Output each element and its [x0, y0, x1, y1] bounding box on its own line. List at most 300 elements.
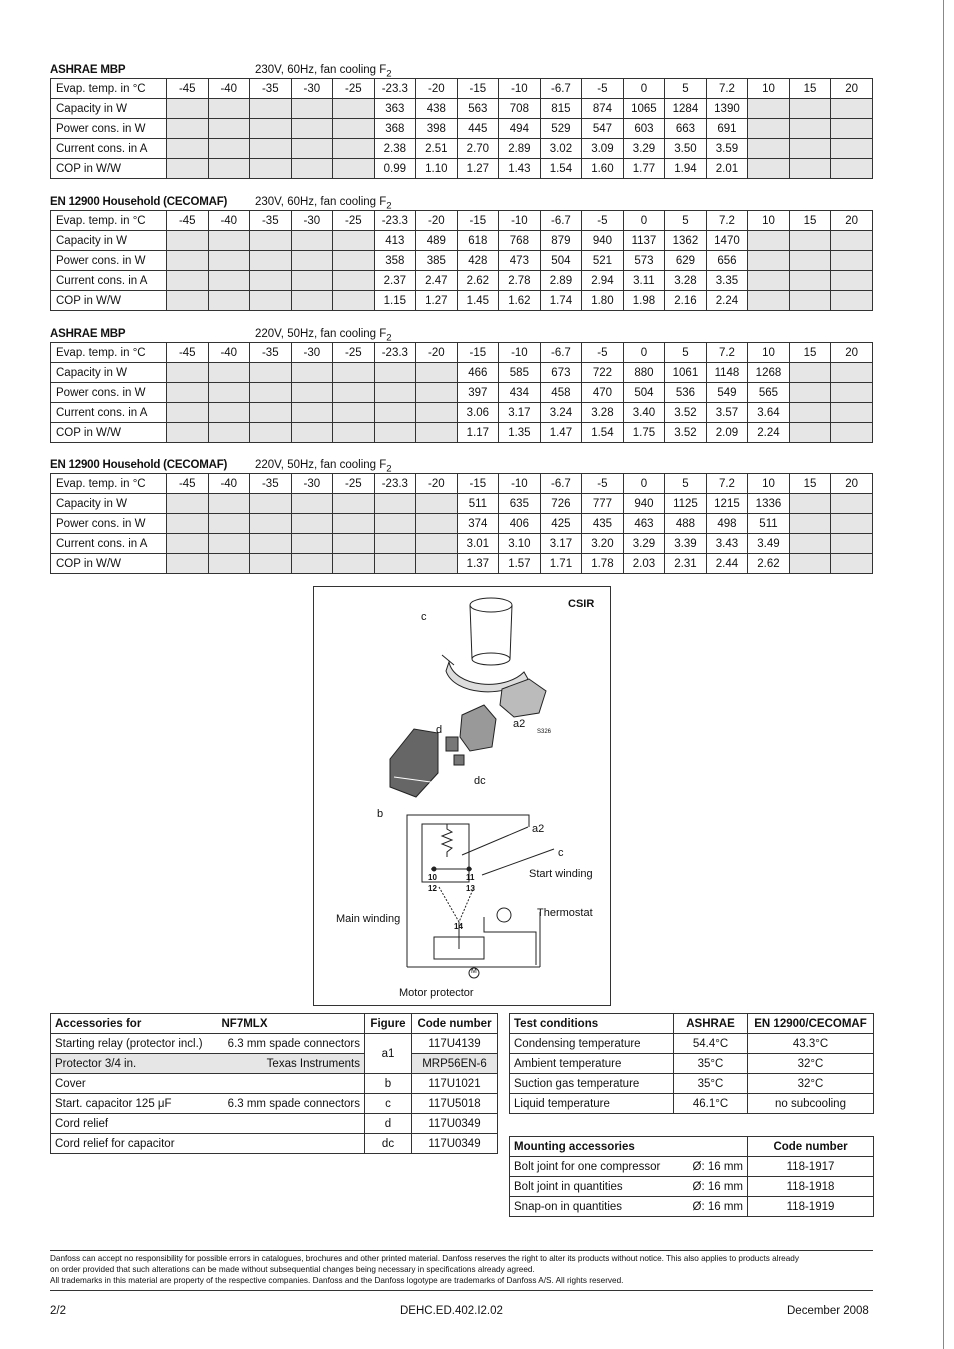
empty-cell [208, 159, 250, 179]
value-cell: 1362 [665, 231, 707, 251]
acc-figure: a1 [365, 1034, 412, 1074]
value-cell: 1061 [665, 363, 707, 383]
disclaimer [50, 1250, 873, 1286]
value-cell: 406 [499, 514, 541, 534]
empty-cell [416, 383, 458, 403]
empty-cell [167, 99, 209, 119]
perf-block-header [50, 326, 873, 342]
evap-temp-cell: -20 [416, 79, 458, 99]
evap-temp-cell: -40 [208, 474, 250, 494]
empty-cell [374, 383, 416, 403]
mount-label: Bolt joint for one compressor [510, 1157, 674, 1177]
perf-row-cop [51, 159, 873, 179]
value-cell: 398 [416, 119, 458, 139]
perf-row-evap [51, 79, 873, 99]
empty-cell [831, 534, 873, 554]
perf-row-cap [51, 99, 873, 119]
footer-doc-number: DEHC.ED.402.I2.02 [400, 1305, 503, 1317]
mount-size: Ø: 16 mm [674, 1197, 748, 1217]
acc-name: Protector 3/4 in. [51, 1054, 218, 1074]
value-cell: 1065 [623, 99, 665, 119]
footer-page: 2/2 [50, 1305, 66, 1317]
perf-row-label: Capacity in W [51, 231, 167, 251]
empty-cell [374, 554, 416, 574]
value-cell: 3.17 [540, 534, 582, 554]
label-a2: a2 [513, 718, 526, 730]
perf-row-label: Power cons. in W [51, 514, 167, 534]
perf-conditions-subscript: 2 [386, 463, 392, 475]
empty-cell [789, 383, 831, 403]
empty-cell [167, 534, 209, 554]
value-cell: 504 [540, 251, 582, 271]
value-cell: 2.70 [457, 139, 499, 159]
value-cell: 1.27 [457, 159, 499, 179]
evap-temp-cell: -35 [250, 474, 292, 494]
test-header [510, 1014, 874, 1034]
perf-row-label: Power cons. in W [51, 251, 167, 271]
empty-cell [250, 271, 292, 291]
value-cell: 879 [540, 231, 582, 251]
value-cell: 3.28 [582, 403, 624, 423]
evap-temp-cell: -23.3 [374, 343, 416, 363]
evap-temp-cell: 7.2 [706, 474, 748, 494]
value-cell: 2.44 [706, 554, 748, 574]
value-cell: 1.43 [499, 159, 541, 179]
disclaimer-line: All trademarks in this material are property of the respective companies. Danfoss and the Danfoss logotype are trademarks of Danfoss A/S. All rights reserved. [50, 1276, 624, 1285]
acc-name: Cord relief for capacitor [51, 1134, 218, 1154]
value-cell: 768 [499, 231, 541, 251]
value-cell: 1268 [748, 363, 790, 383]
empty-cell [789, 403, 831, 423]
acc-header-name: Accessories for [51, 1014, 218, 1034]
evap-temp-cell: 7.2 [706, 211, 748, 231]
perf-block-1 [50, 194, 873, 311]
empty-cell [208, 271, 250, 291]
value-cell: 1.94 [665, 159, 707, 179]
evap-temp-cell: 15 [789, 474, 831, 494]
performance-table [50, 342, 873, 443]
empty-cell [291, 139, 333, 159]
perf-row-label: COP in W/W [51, 159, 167, 179]
value-cell: 1284 [665, 99, 707, 119]
mounting-header [510, 1137, 874, 1157]
value-cell: 3.11 [623, 271, 665, 291]
acc-name: Start. capacitor 125 μF [51, 1094, 218, 1114]
empty-cell [291, 119, 333, 139]
evap-temp-cell: -5 [582, 343, 624, 363]
empty-cell [291, 514, 333, 534]
empty-cell [291, 291, 333, 311]
empty-cell [789, 423, 831, 443]
value-cell: 815 [540, 99, 582, 119]
footer-date: December 2008 [787, 1305, 869, 1317]
evap-temp-cell: -6.7 [540, 211, 582, 231]
perf-row-evap [51, 211, 873, 231]
empty-cell [831, 99, 873, 119]
empty-cell [333, 99, 375, 119]
evap-temp-cell: -25 [333, 343, 375, 363]
evap-temp-cell: -5 [582, 79, 624, 99]
empty-cell [748, 99, 790, 119]
empty-cell [250, 291, 292, 311]
perf-row-label: Current cons. in A [51, 271, 167, 291]
table-row [510, 1054, 874, 1074]
label-a2-schematic: a2 [532, 823, 545, 835]
value-cell: 673 [540, 363, 582, 383]
value-cell: 504 [623, 383, 665, 403]
value-cell: 2.38 [374, 139, 416, 159]
empty-cell [831, 363, 873, 383]
evap-temp-cell: 0 [623, 79, 665, 99]
empty-cell [789, 554, 831, 574]
perf-row-pow [51, 251, 873, 271]
perf-conditions-text: 230V, 60Hz, fan cooling F [255, 196, 387, 208]
perf-block-2 [50, 326, 873, 443]
value-cell: 563 [457, 99, 499, 119]
value-cell: 2.47 [416, 271, 458, 291]
value-cell: 1.54 [540, 159, 582, 179]
perf-row-label: COP in W/W [51, 423, 167, 443]
empty-cell [831, 383, 873, 403]
value-cell: 374 [457, 514, 499, 534]
perf-row-cop [51, 554, 873, 574]
value-cell: 368 [374, 119, 416, 139]
terminal-12: 12 [428, 884, 437, 893]
test-en: 32°C [748, 1074, 874, 1094]
value-cell: 2.78 [499, 271, 541, 291]
empty-cell [208, 423, 250, 443]
value-cell: 603 [623, 119, 665, 139]
empty-cell [167, 363, 209, 383]
empty-cell [333, 383, 375, 403]
value-cell: 629 [665, 251, 707, 271]
test-ashrae: 46.1°C [674, 1094, 748, 1114]
value-cell: 1.57 [499, 554, 541, 574]
evap-temp-cell: -35 [250, 343, 292, 363]
evap-temp-cell: 15 [789, 211, 831, 231]
value-cell: 874 [582, 99, 624, 119]
label-main-winding: Main winding [336, 913, 401, 925]
perf-row-label: Current cons. in A [51, 139, 167, 159]
value-cell: 2.09 [706, 423, 748, 443]
value-cell: 1.77 [623, 159, 665, 179]
evap-temp-cell: -30 [291, 211, 333, 231]
acc-code: 117U1021 [412, 1074, 498, 1094]
value-cell: 489 [416, 231, 458, 251]
evap-temp-cell: 10 [748, 474, 790, 494]
acc-code: 117U4139 [412, 1034, 498, 1054]
empty-cell [831, 514, 873, 534]
value-cell: 2.03 [623, 554, 665, 574]
empty-cell [831, 231, 873, 251]
empty-cell [374, 534, 416, 554]
empty-cell [748, 139, 790, 159]
value-cell: 726 [540, 494, 582, 514]
evap-temp-cell: 0 [623, 474, 665, 494]
empty-cell [789, 231, 831, 251]
empty-cell [167, 554, 209, 574]
label-c: c [421, 611, 427, 623]
mount-size: Ø: 16 mm [674, 1157, 748, 1177]
empty-cell [167, 231, 209, 251]
evap-temp-cell: -30 [291, 343, 333, 363]
acc-header-code: Code number [412, 1014, 498, 1034]
value-cell: 1.54 [582, 423, 624, 443]
value-cell: 2.62 [457, 271, 499, 291]
empty-cell [748, 251, 790, 271]
test-header-en: EN 12900/CECOMAF [748, 1014, 874, 1034]
value-cell: 470 [582, 383, 624, 403]
acc-code: MRP56EN-6 [412, 1054, 498, 1074]
evap-temp-cell: -5 [582, 474, 624, 494]
value-cell: 1.35 [499, 423, 541, 443]
perf-row-cur [51, 534, 873, 554]
label-thermostat: Thermostat [537, 907, 593, 919]
test-ashrae: 35°C [674, 1054, 748, 1074]
value-cell: 880 [623, 363, 665, 383]
value-cell: 1336 [748, 494, 790, 514]
value-cell: 3.10 [499, 534, 541, 554]
acc-figure: b [365, 1074, 412, 1094]
perf-block-header [50, 457, 873, 473]
motor-symbol: M [471, 968, 477, 975]
evap-temp-cell: -45 [167, 211, 209, 231]
perf-row-label: Capacity in W [51, 363, 167, 383]
empty-cell [374, 363, 416, 383]
evap-temp-cell: -23.3 [374, 211, 416, 231]
test-header-label: Test conditions [510, 1014, 674, 1034]
mount-code: 118-1917 [748, 1157, 874, 1177]
evap-temp-cell: -5 [582, 211, 624, 231]
empty-cell [250, 139, 292, 159]
perf-row-label: COP in W/W [51, 554, 167, 574]
perf-conditions-text: 220V, 50Hz, fan cooling F [255, 459, 387, 471]
empty-cell [167, 271, 209, 291]
empty-cell [333, 403, 375, 423]
evap-temp-cell: 15 [789, 343, 831, 363]
value-cell: 3.20 [582, 534, 624, 554]
value-cell: 1.45 [457, 291, 499, 311]
acc-header-figure: Figure [365, 1014, 412, 1034]
empty-cell [333, 514, 375, 534]
empty-cell [416, 514, 458, 534]
test-en: no subcooling [748, 1094, 874, 1114]
acc-detail [218, 1134, 365, 1154]
evap-temp-cell: 20 [831, 474, 873, 494]
label-d: d [436, 724, 443, 736]
perf-row-label: Current cons. in A [51, 403, 167, 423]
mounting-accessories-table [509, 1136, 874, 1217]
empty-cell [789, 159, 831, 179]
perf-row-evap [51, 343, 873, 363]
empty-cell [789, 139, 831, 159]
value-cell: 3.29 [623, 139, 665, 159]
value-cell: 618 [457, 231, 499, 251]
acc-detail: Texas Instruments [218, 1054, 365, 1074]
value-cell: 3.52 [665, 423, 707, 443]
empty-cell [789, 291, 831, 311]
value-cell: 434 [499, 383, 541, 403]
perf-row-pow [51, 514, 873, 534]
evap-temp-cell: -23.3 [374, 79, 416, 99]
value-cell: 691 [706, 119, 748, 139]
value-cell: 428 [457, 251, 499, 271]
page-edge-line [943, 0, 944, 1349]
evap-temp-cell: 15 [789, 79, 831, 99]
empty-cell [167, 494, 209, 514]
table-row [51, 1114, 498, 1134]
evap-temp-cell: 7.2 [706, 79, 748, 99]
empty-cell [831, 423, 873, 443]
perf-row-cur [51, 403, 873, 423]
value-cell: 1470 [706, 231, 748, 251]
empty-cell [250, 423, 292, 443]
value-cell: 2.24 [706, 291, 748, 311]
value-cell: 656 [706, 251, 748, 271]
perf-standard-title: EN 12900 Household (CECOMAF) [50, 196, 228, 208]
terminal-10: 10 [428, 873, 437, 882]
evap-temp-cell: 20 [831, 343, 873, 363]
table-row [51, 1034, 498, 1054]
evap-temp-cell: 0 [623, 211, 665, 231]
evap-temp-cell: 7.2 [706, 343, 748, 363]
evap-temp-cell: -10 [499, 343, 541, 363]
value-cell: 2.16 [665, 291, 707, 311]
value-cell: 1137 [623, 231, 665, 251]
empty-cell [250, 119, 292, 139]
value-cell: 413 [374, 231, 416, 251]
perf-row-cur [51, 271, 873, 291]
acc-figure: dc [365, 1134, 412, 1154]
empty-cell [374, 423, 416, 443]
table-row [51, 1054, 498, 1074]
empty-cell [291, 363, 333, 383]
empty-cell [167, 291, 209, 311]
evap-temp-cell: 5 [665, 79, 707, 99]
value-cell: 635 [499, 494, 541, 514]
evap-temp-cell: 20 [831, 211, 873, 231]
evap-temp-cell: -20 [416, 343, 458, 363]
value-cell: 3.28 [665, 271, 707, 291]
empty-cell [831, 159, 873, 179]
empty-cell [250, 251, 292, 271]
perf-row-label: COP in W/W [51, 291, 167, 311]
empty-cell [291, 383, 333, 403]
empty-cell [167, 514, 209, 534]
acc-detail: 6.3 mm spade connectors [218, 1094, 365, 1114]
evap-temp-cell: -10 [499, 79, 541, 99]
empty-cell [250, 231, 292, 251]
evap-temp-cell: -25 [333, 79, 375, 99]
value-cell: 425 [540, 514, 582, 534]
value-cell: 1.78 [582, 554, 624, 574]
diagram-drawing [314, 587, 610, 1005]
empty-cell [291, 403, 333, 423]
value-cell: 1.47 [540, 423, 582, 443]
disclaimer-line: Danfoss can accept no responsibility for possible errors in catalogues, brochures and other printed material. Danfoss reserves the right to alter its products without notice. This also applies to products already [50, 1254, 799, 1263]
test-en: 32°C [748, 1054, 874, 1074]
empty-cell [748, 231, 790, 251]
empty-cell [208, 403, 250, 423]
mount-code: 118-1919 [748, 1197, 874, 1217]
value-cell: 1.62 [499, 291, 541, 311]
empty-cell [333, 291, 375, 311]
disclaimer-line: on order provided that such alterations can be made without subsequential changes being necessary in specifications already agreed. [50, 1265, 535, 1274]
value-cell: 1148 [706, 363, 748, 383]
evap-temp-cell: -40 [208, 343, 250, 363]
empty-cell [208, 363, 250, 383]
mount-size: Ø: 16 mm [674, 1177, 748, 1197]
empty-cell [208, 231, 250, 251]
value-cell: 511 [748, 514, 790, 534]
empty-cell [416, 403, 458, 423]
value-cell: 1215 [706, 494, 748, 514]
value-cell: 1.27 [416, 291, 458, 311]
value-cell: 0.99 [374, 159, 416, 179]
evap-temp-cell: -15 [457, 79, 499, 99]
value-cell: 3.59 [706, 139, 748, 159]
evap-temp-cell: -6.7 [540, 474, 582, 494]
evap-temp-cell: -6.7 [540, 343, 582, 363]
empty-cell [333, 159, 375, 179]
perf-row-label: Evap. temp. in °C [51, 343, 167, 363]
mount-header-code: Code number [748, 1137, 874, 1157]
terminal-13: 13 [466, 884, 475, 893]
test-label: Suction gas temperature [510, 1074, 674, 1094]
empty-cell [208, 99, 250, 119]
empty-cell [333, 119, 375, 139]
perf-row-label: Power cons. in W [51, 119, 167, 139]
empty-cell [208, 554, 250, 574]
value-cell: 3.40 [623, 403, 665, 423]
value-cell: 549 [706, 383, 748, 403]
empty-cell [291, 231, 333, 251]
perf-block-header [50, 194, 873, 210]
empty-cell [416, 423, 458, 443]
empty-cell [416, 554, 458, 574]
test-ashrae: 54.4°C [674, 1034, 748, 1054]
evap-temp-cell: -45 [167, 79, 209, 99]
empty-cell [831, 271, 873, 291]
evap-temp-cell: -45 [167, 474, 209, 494]
acc-name: Starting relay (protector incl.) [51, 1034, 218, 1054]
empty-cell [789, 514, 831, 534]
value-cell: 1.15 [374, 291, 416, 311]
evap-temp-cell: -20 [416, 211, 458, 231]
empty-cell [333, 363, 375, 383]
empty-cell [167, 139, 209, 159]
performance-table [50, 78, 873, 179]
empty-cell [250, 363, 292, 383]
perf-conditions-subscript: 2 [386, 200, 392, 212]
empty-cell [208, 139, 250, 159]
diagram-type: CSIR [568, 598, 595, 610]
accessories-header [51, 1014, 498, 1034]
empty-cell [789, 534, 831, 554]
value-cell: 3.01 [457, 534, 499, 554]
empty-cell [250, 383, 292, 403]
evap-temp-cell: -20 [416, 474, 458, 494]
empty-cell [333, 271, 375, 291]
perf-standard-title: ASHRAE MBP [50, 328, 126, 340]
empty-cell [167, 423, 209, 443]
accessories-table [50, 1013, 498, 1154]
empty-cell [333, 423, 375, 443]
empty-cell [250, 99, 292, 119]
empty-cell [831, 403, 873, 423]
empty-cell [789, 271, 831, 291]
value-cell: 3.64 [748, 403, 790, 423]
